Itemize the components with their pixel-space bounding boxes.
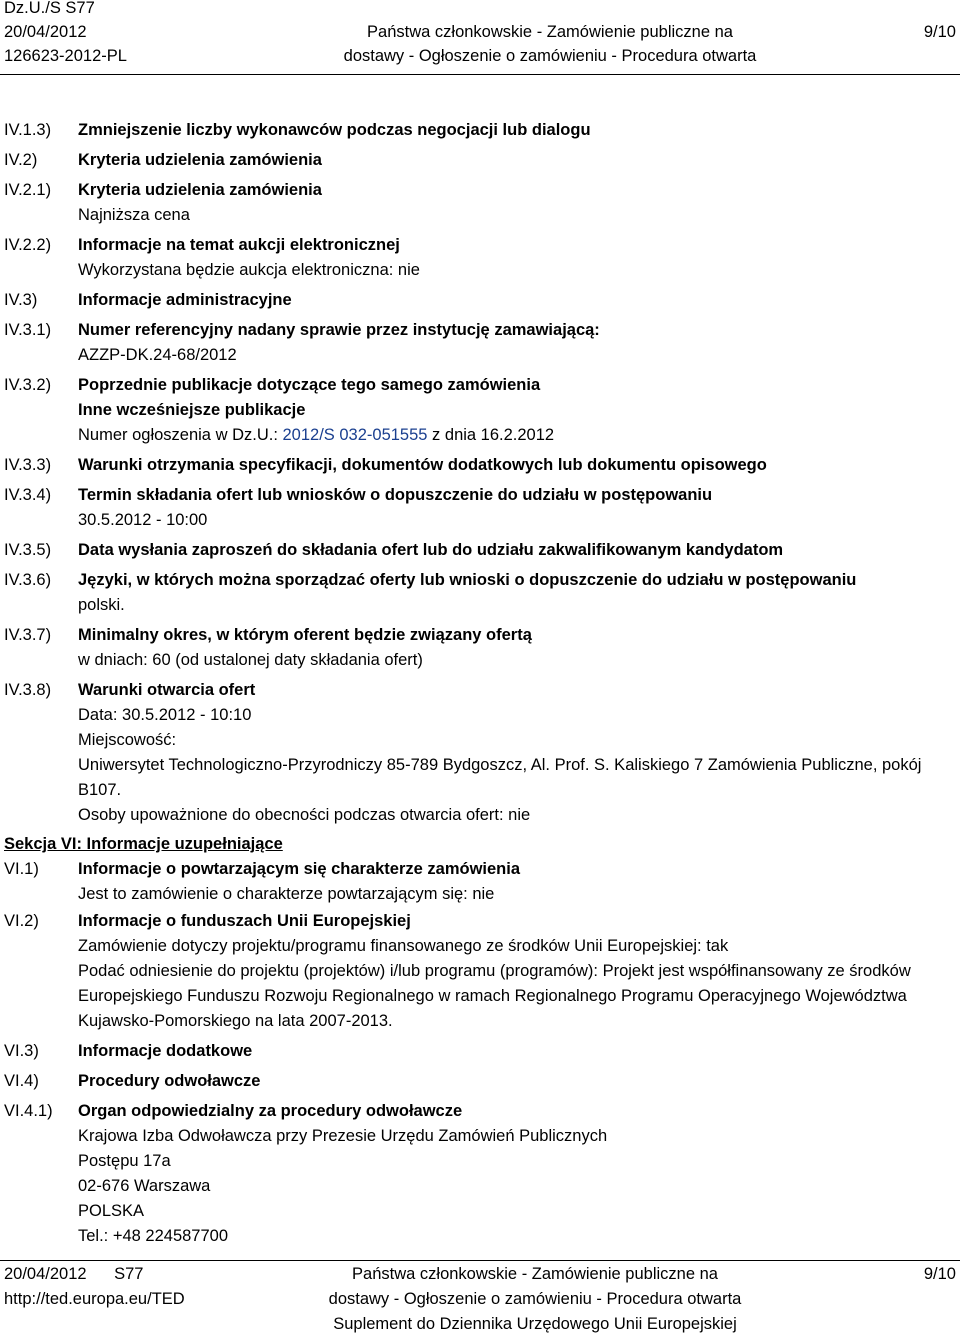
opening-place-label: Miejscowość: [78, 731, 177, 749]
previous-publication: Numer ogłoszenia w Dz.U.: 2012/S 032-051555 z dnia 16.2.2012 [78, 426, 555, 444]
review-body-country: POLSKA [78, 1202, 145, 1220]
footer-title-line2: dostawy - Ogłoszenie o zamówieniu - Procedura otwarta [328, 1290, 742, 1308]
item-number: IV.3.5) [4, 541, 52, 559]
item-number: IV.1.3) [4, 121, 52, 139]
item-heading: Informacje o powtarzającym się charakterze zamówienia [78, 860, 521, 878]
item-text: 30.5.2012 - 10:00 [78, 511, 208, 529]
item-text: Najniższa cena [78, 206, 190, 224]
item-number: IV.2.1) [4, 181, 52, 199]
item-heading: Kryteria udzielenia zamówienia [78, 181, 322, 199]
item-text: Wykorzystana będzie aukcja elektroniczna: nie [78, 261, 420, 279]
item-number: IV.3.6) [4, 571, 52, 589]
item-heading: Warunki otwarcia ofert [78, 681, 256, 699]
item-number: IV.2.2) [4, 236, 52, 254]
opening-place: Uniwersytet Technologiczno-Przyrodniczy 85-789 Bydgoszcz, Al. Prof. S. Kaliskiego 7 Zamówienia Publiczne, pokój B107. [78, 756, 922, 799]
header-title-line2: dostawy - Ogłoszenie o zamówieniu - Procedura otwarta [343, 47, 757, 65]
item-heading: Minimalny okres, w którym oferent będzie związany ofertą [78, 626, 532, 644]
item-number: VI.4) [4, 1072, 39, 1090]
item-number: IV.3.1) [4, 321, 52, 339]
item-number: IV.3) [4, 291, 38, 309]
item-number: IV.3.8) [4, 681, 52, 699]
item-number: VI.1) [4, 860, 39, 878]
item-number: VI.2) [4, 912, 39, 930]
review-body-phone: Tel.: +48 224587700 [78, 1227, 229, 1245]
page-footer [0, 1262, 960, 1334]
item-text: w dniach: 60 (od ustalonej daty składania ofert) [78, 651, 423, 669]
item-text: polski. [78, 596, 125, 614]
eu-project-reference: Podać odniesienie do projektu (projektów) i/lub programu (programów): Projekt jest współfinansowany ze środków Europejskiego Funduszu Rozwoju Regionalnego w ramach Regionalnego Programu Operacyjnego Województwa Kujawsko-Pomorskiego na lata 2007-2013. [78, 962, 911, 1030]
item-heading: Języki, w których można sporządzać oferty lub wnioski o dopuszczenie do udziału w postępowaniu [78, 571, 857, 589]
footer-title-line3: Suplement do Dziennika Urzędowego Unii Europejskiej [333, 1315, 737, 1333]
item-heading: Kryteria udzielenia zamówienia [78, 151, 322, 169]
item-heading: Poprzednie publikacje dotyczące tego samego zamówienia [78, 376, 541, 394]
item-heading: Organ odpowiedzialny za procedury odwoławcze [78, 1102, 463, 1120]
footer-rule [0, 1260, 960, 1261]
review-body-name: Krajowa Izba Odwoławcza przy Prezesie Urzędu Zamówień Publicznych [78, 1127, 608, 1145]
footer-date-series: 20/04/2012 S77 [4, 1265, 144, 1283]
item-heading: Termin składania ofert lub wniosków o dopuszczenie do udziału w postępowaniu [78, 486, 713, 504]
header-page-number: 9/10 [923, 23, 956, 41]
item-number: IV.3.3) [4, 456, 52, 474]
item-heading: Warunki otrzymania specyfikacji, dokumentów dodatkowych lub dokumentu opisowego [78, 456, 767, 474]
footer-page-number: 9/10 [923, 1265, 956, 1283]
header-title-line1: Państwa członkowskie - Zamówienie publiczne na [367, 23, 733, 41]
notice-number: 126623-2012-PL [4, 47, 127, 65]
item-number: IV.3.4) [4, 486, 52, 504]
item-heading: Zmniejszenie liczby wykonawców podczas negocjacji lub dialogu [78, 121, 591, 139]
journal-ref: Dz.U./S S77 [4, 0, 95, 17]
eu-funding-flag: Zamówienie dotyczy projektu/programu finansowanego ze środków Unii Europejskiej: tak [78, 937, 729, 955]
footer-url[interactable]: http://ted.europa.eu/TED [4, 1290, 185, 1308]
item-heading: Informacje na temat aukcji elektronicznej [78, 236, 400, 254]
footer-title-line1: Państwa członkowskie - Zamówienie publiczne na [352, 1265, 718, 1283]
item-text: Jest to zamówienie o charakterze powtarzającym się: nie [78, 885, 495, 903]
section-vi-title: Sekcja VI: Informacje uzupełniające [4, 835, 283, 853]
opening-attendance: Osoby upoważnione do obecności podczas otwarcia ofert: nie [78, 806, 531, 824]
item-subheading: Inne wcześniejsze publikacje [78, 401, 306, 419]
item-number: IV.3.2) [4, 376, 52, 394]
item-heading: Data wysłania zaproszeń do składania ofert lub do udziału zakwalifikowanym kandydatom [78, 541, 784, 559]
review-body-street: Postępu 17a [78, 1152, 171, 1170]
reference-number: AZZP-DK.24-68/2012 [78, 346, 237, 364]
opening-date: Data: 30.5.2012 - 10:10 [78, 706, 252, 724]
item-heading: Informacje dodatkowe [78, 1042, 253, 1060]
previous-notice-link[interactable]: 2012/S 032-051555 [282, 426, 428, 444]
item-number: VI.3) [4, 1042, 39, 1060]
item-heading: Numer referencyjny nadany sprawie przez instytucję zamawiającą: [78, 321, 600, 339]
header-rule [0, 74, 960, 75]
review-body-city: 02-676 Warszawa [78, 1177, 211, 1195]
item-number: IV.2) [4, 151, 38, 169]
item-heading: Informacje administracyjne [78, 291, 292, 309]
item-heading: Informacje o funduszach Unii Europejskiej [78, 912, 411, 930]
header-date: 20/04/2012 [4, 23, 87, 41]
item-heading: Procedury odwoławcze [78, 1072, 261, 1090]
item-number: VI.4.1) [4, 1102, 53, 1120]
page-header [0, 0, 960, 72]
item-number: IV.3.7) [4, 626, 52, 644]
